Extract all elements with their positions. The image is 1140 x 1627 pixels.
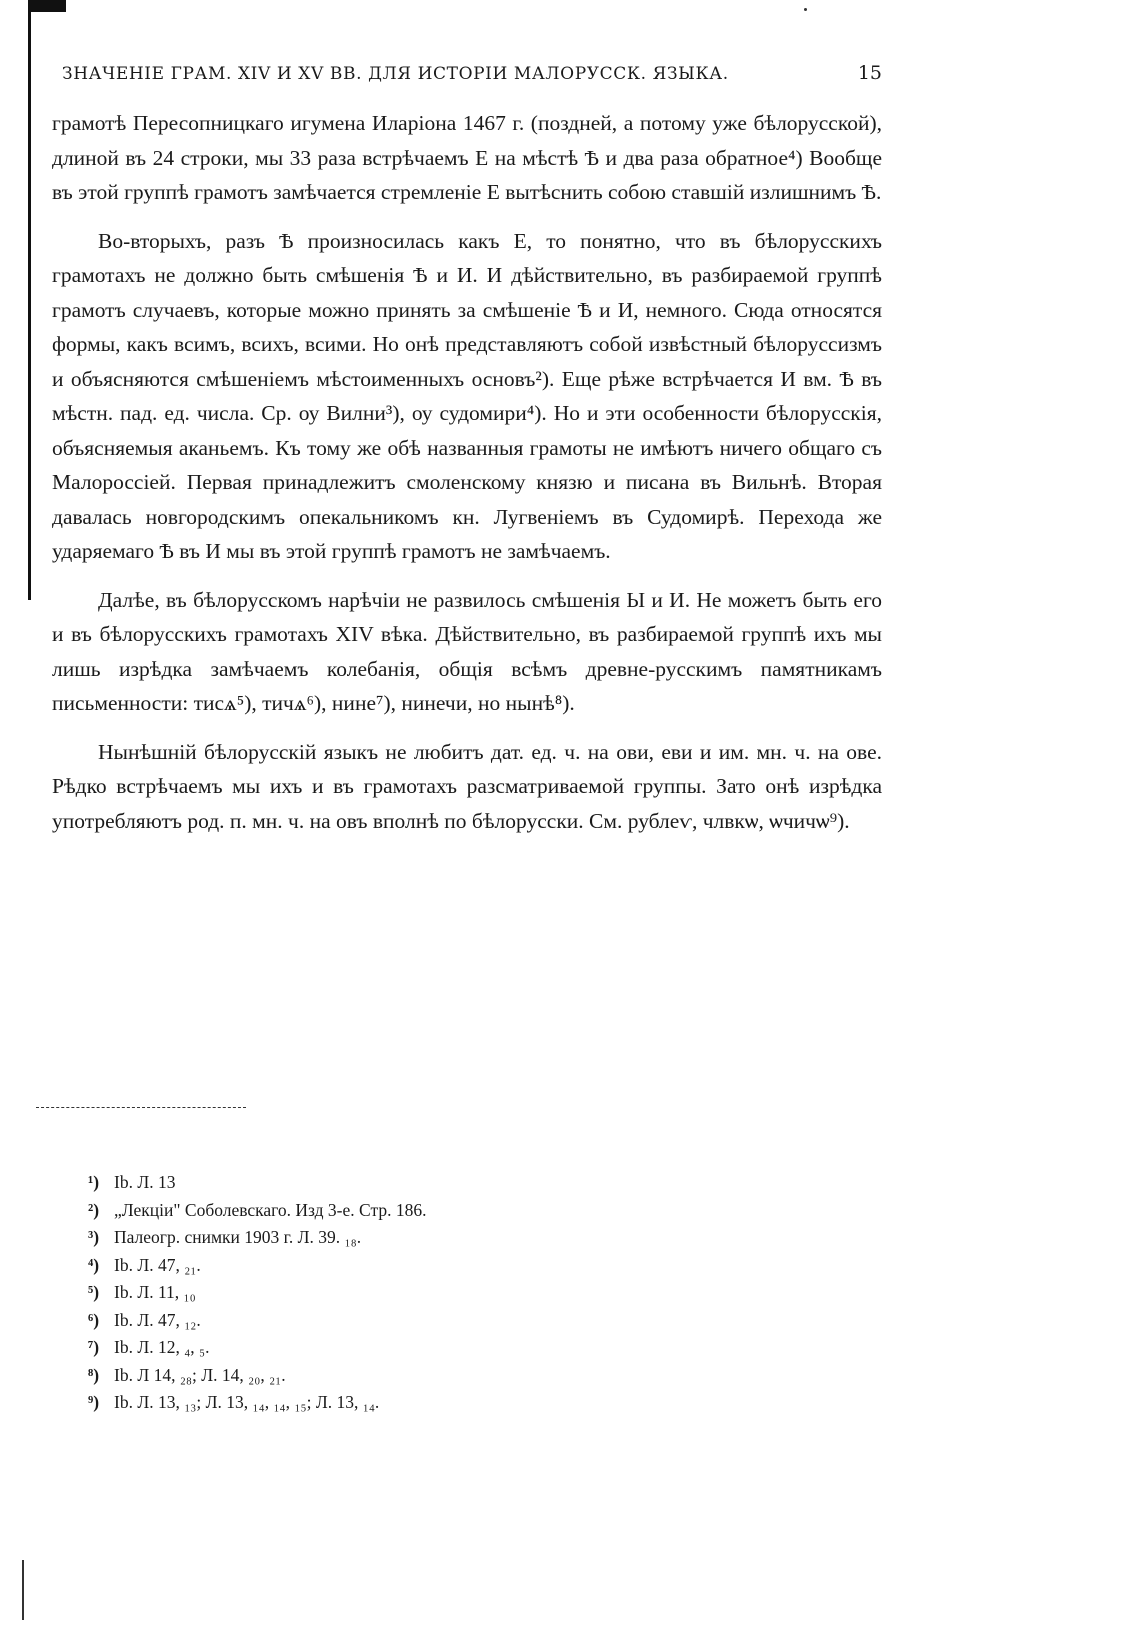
footnote [88,1362,788,1390]
scan-speck [804,8,807,11]
footnote-marker: ³) [88,1227,100,1247]
footnote-divider [36,1107,246,1108]
footnote-text: Ib. Л 14, ₂₈; Л. 14, ₂₀, ₂₁. [114,1364,286,1385]
footnote-text: Ib. Л. 12, ₄, ₅. [114,1337,210,1357]
paragraph: Нынѣшній бѣлорусскій языкъ не любитъ дат. ед. ч. на ови, еви и им. мн. ч. на ове. Рѣдко встрѣчаемъ мы ихъ и въ грамотахъ разсматриваемой группы. Зато онѣ изрѣдка употребляютъ род. п. мн. ч. на овъ вполнѣ по бѣлорусски. См. рублеѵ, члвкѡ, ѡчичѡ⁹). [52,739,882,833]
scan-edge-left-bottom [22,1560,24,1620]
paragraph: Во-вторыхъ, разъ Ѣ произносилась какъ Е, то понятно, что въ бѣлорусскихъ грамотахъ не должно быть смѣшенія Ѣ и И. И дѣйствительно, въ разбираемой группѣ грамотъ случаевъ, которые можно принять за смѣшеніе Ѣ и И, немного. Сюда относятся формы, какъ всимъ, всихъ, всими. Но онѣ представляютъ собой извѣстный бѣлоруссизмъ и объясняются смѣшеніемъ мѣстоименныхъ основъ²). Еще рѣже встрѣчается И вм. Ѣ въ мѣстн. пад. ед. числа. Ср. оу Вилни³), оу судомири⁴). Но и эти особенности бѣлорусскія, объясняемыя аканьемъ. Къ тому же обѣ названныя грамоты не имѣютъ ничего общаго съ Малороссіей. Первая принадлежитъ смоленскому князю и писана въ Вильнѣ. Вторая давалась новгородскимъ опекальникомъ кн. Лугвеніемъ въ Судомирѣ. Перехода же ударяемаго Ѣ въ И мы въ этой группѣ грамотъ не замѣчаемъ. [52,228,882,563]
footnote-marker: ²) [88,1199,100,1220]
footnote-text: Ib. Л. 47, ₁₂. [114,1309,201,1330]
scan-edge-corner [28,0,66,12]
footnote-marker: ⁸) [88,1364,100,1385]
footnote-text: Ib. Л. 47, ₂₁. [114,1254,201,1275]
footnote [88,1169,788,1197]
footnote-text: Ib. Л. 13, ₁₃; Л. 13, ₁₄, ₁₄, ₁₅; Л. 13, ₁₄. [114,1392,380,1412]
footnote-marker: ⁵) [88,1282,100,1302]
paragraph-continuation: грамотѣ Пересопницкаго игумена Иларіона 1467 г. (поздней, а потому уже бѣлорусской), длиной въ 24 строки, мы 33 раза встрѣчаемъ Е на мѣстѣ Ѣ и два раза обратное⁴) Вообще въ этой группѣ грамотъ замѣчается стремленіе Е вытѣснить собою ставшій излишнимъ Ѣ. [52,111,882,204]
paragraph: Далѣе, въ бѣлорусскомъ нарѣчіи не развилось смѣшенія Ы и И. Не можетъ быть его и въ бѣлорусскихъ грамотахъ XIV вѣка. Дѣйствительно, въ разбираемой группѣ ихъ мы лишь изрѣдка замѣчаемъ колебанія, общія всѣмъ древне-русскимъ памятникамъ письменности: тисѧ⁵), тичѧ⁶), нине⁷), нинечи, но нынѣ⁸). [52,587,882,715]
footnote-marker: ⁷) [88,1337,100,1357]
footnote-marker: ⁶) [88,1309,100,1330]
footnote-text: Палеогр. снимки 1903 г. Л. 39. ₁₈. [114,1227,362,1247]
footnote [88,1389,788,1417]
running-title: ЗНАЧЕНІЕ ГРАМ. XIV И XV ВВ. ДЛЯ ИСТОРІИ МАЛОРУССК. ЯЗЫКА. [62,64,729,84]
footnote-text: Ib. Л. 13 [114,1172,176,1192]
footnote [88,1224,788,1252]
footnote [88,1252,788,1280]
footnote-marker: ¹) [88,1172,100,1192]
footnotes-list [88,1169,788,1417]
footnote [88,1307,788,1335]
footnote [88,1334,788,1362]
footnote-text: „Лекціи" Соболевскаго. Изд 3-е. Стр. 186. [114,1199,427,1220]
running-head [52,62,882,84]
scan-edge-left [28,0,31,600]
page-body [52,62,882,838]
footnote [88,1197,788,1225]
footnote [88,1279,788,1307]
footnote-marker: ⁹) [88,1392,100,1412]
footnote-marker: ⁴) [88,1254,100,1275]
page-number: 15 [857,62,882,84]
footnote-text: Ib. Л. 11, ₁₀ [114,1282,196,1302]
